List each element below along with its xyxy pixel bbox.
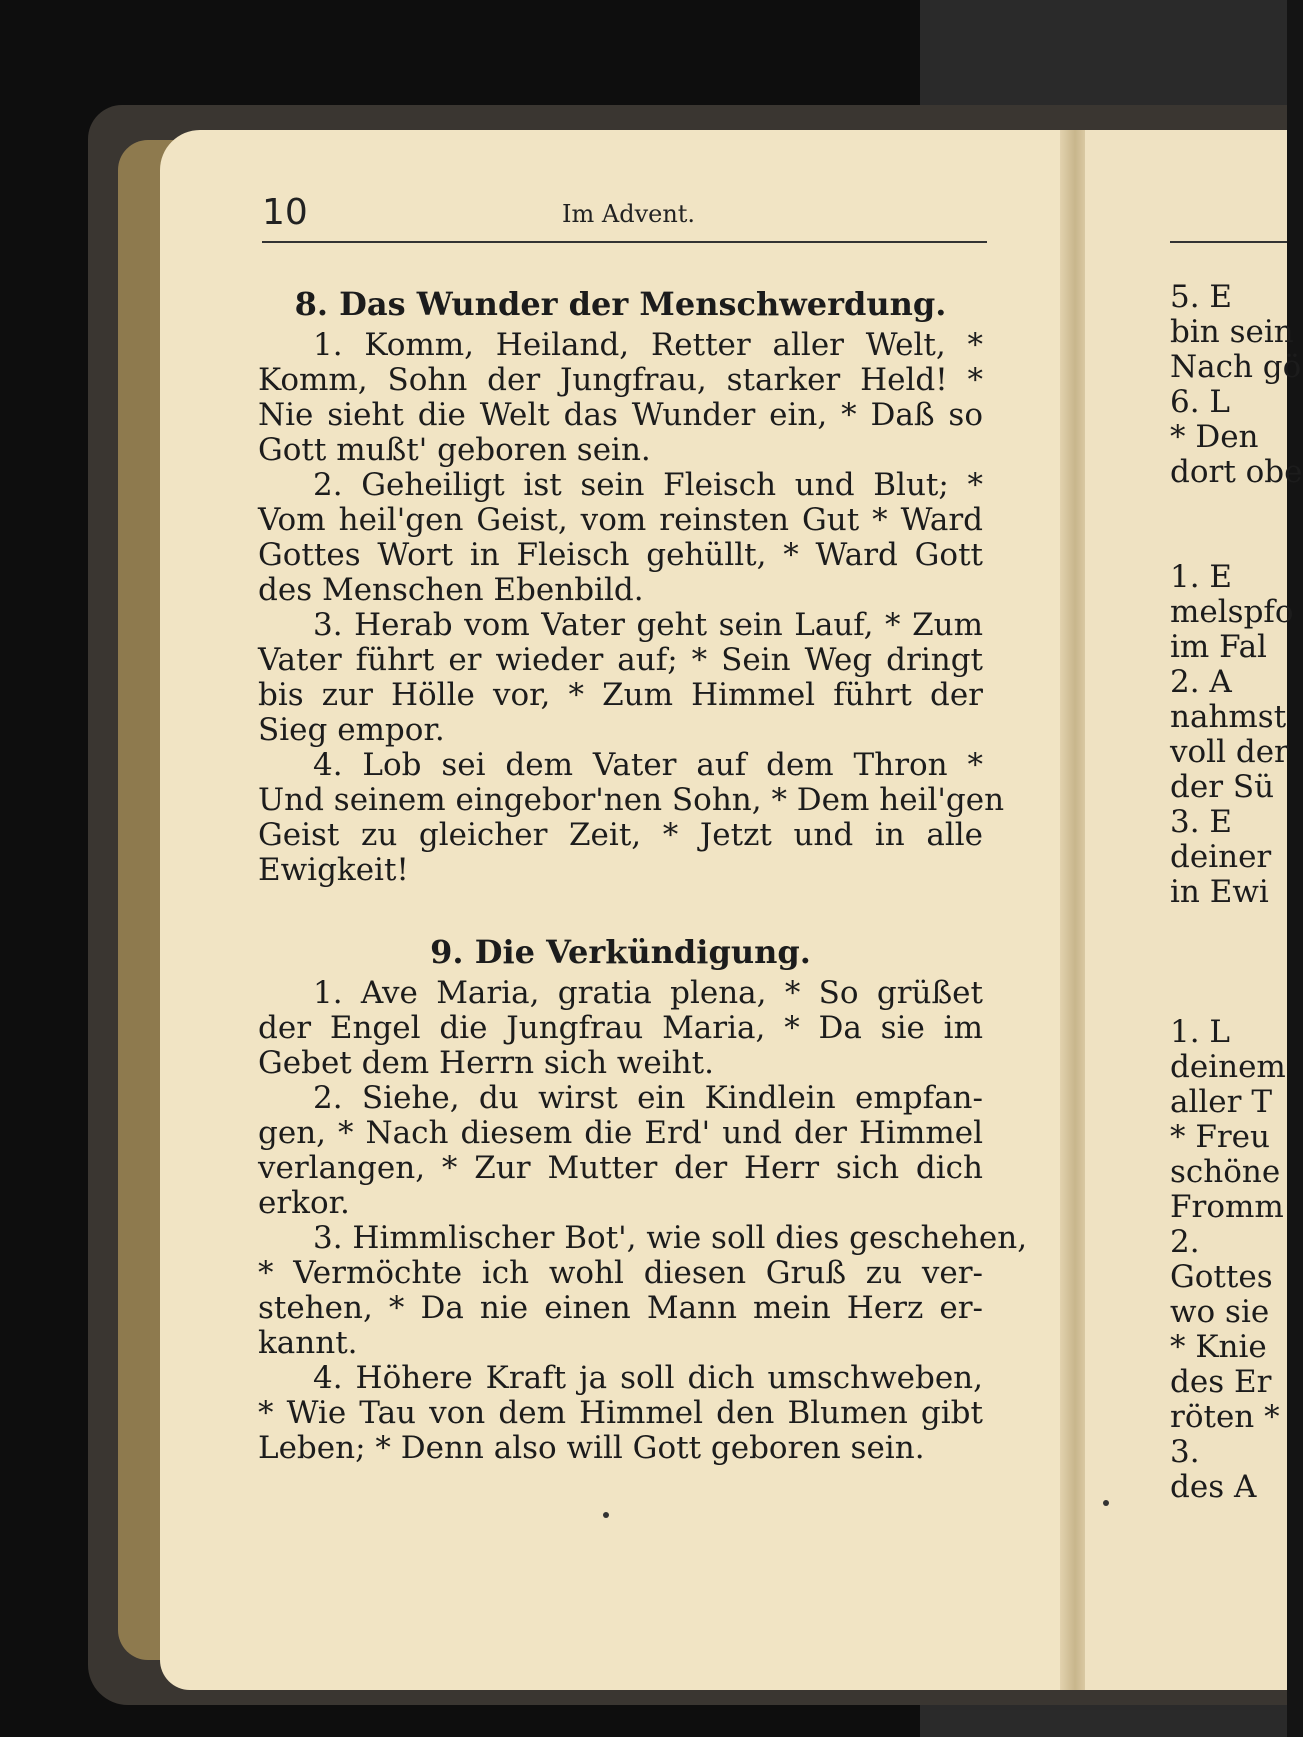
right-page-line: * Knie (1170, 1329, 1267, 1365)
right-page-line: 1. E (1170, 559, 1233, 595)
right-page-line (1170, 980, 1287, 1015)
verse-line: Sieg empor. (258, 712, 445, 748)
right-page-line: deiner (1170, 839, 1272, 875)
verse-line: stehen, * Da nie einen Mann mein Herz er- (258, 1290, 983, 1326)
right-page-line: in Ewi (1170, 874, 1269, 910)
right-page-line: voll der (1170, 734, 1289, 770)
right-page-line: bin sein (1170, 314, 1294, 350)
right-page-line (1170, 910, 1287, 945)
verse-line: 2. Siehe, du wirst ein Kindlein empfan- (313, 1080, 983, 1116)
right-page-line: 6. L (1170, 384, 1231, 420)
right-page-line: im Fal (1170, 629, 1267, 665)
verse-line: Vom heil'gen Geist, vom reinsten Gut * Ward (258, 502, 983, 538)
right-page-line: nahmst (1170, 699, 1287, 735)
verse-line: verlangen, * Zur Mutter der Herr sich dich (258, 1150, 983, 1186)
right-page-line: 3. E (1170, 804, 1233, 840)
right-page-line: aller T (1170, 1084, 1273, 1120)
verse-line: erkor. (258, 1185, 350, 1221)
right-page-line: 2. (1170, 1224, 1200, 1260)
verse-line: 4. Höhere Kraft ja soll dich umschweben, (313, 1360, 983, 1396)
right-page-line: 2. A (1170, 664, 1232, 700)
verse-line: gen, * Nach diesem die Erd' und der Himmel (258, 1115, 983, 1151)
verse-line: Ewigkeit! (258, 852, 409, 888)
verse-line: 2. Geheiligt ist sein Fleisch und Blut; * (313, 467, 983, 503)
verse-line: 1. Ave Maria, gratia plena, * So grüßet (313, 975, 983, 1011)
verse-line: Leben; * Denn also will Gott geboren sein. (258, 1430, 925, 1466)
right-page-line (1170, 525, 1287, 560)
verse-line: 4. Lob sei dem Vater auf dem Thron * (313, 747, 983, 783)
right-page-line: Nach gö (1170, 349, 1302, 385)
running-head: Im Advent. (562, 200, 696, 228)
song-title: 9. Die Verkündigung. (430, 933, 811, 971)
header-rule-right (1170, 241, 1287, 243)
left-page-text (258, 280, 1028, 1466)
page-number: 10 (262, 192, 308, 233)
right-page-line: des Er (1170, 1364, 1272, 1400)
verse-line: der Engel die Jungfrau Maria, * Da sie im (258, 1010, 983, 1046)
right-page-line: * Freu (1170, 1119, 1270, 1155)
verse-line: bis zur Hölle vor, * Zum Himmel führt der (258, 677, 983, 713)
page-header (262, 192, 987, 236)
right-page-line: Fromm (1170, 1189, 1284, 1225)
right-page-line: 1. L (1170, 1014, 1231, 1050)
verse-line: 3. Herab vom Vater geht sein Lauf, * Zum (313, 607, 983, 643)
right-page-line: schöne (1170, 1154, 1281, 1190)
verse-line: Und seinem eingebor'nen Sohn, * Dem heil'gen (258, 782, 1005, 818)
verse-line: des Menschen Ebenbild. (258, 572, 644, 608)
verse-line: Nie sieht die Welt das Wunder ein, * Daß so (258, 397, 983, 433)
right-page-line: röten * (1170, 1399, 1280, 1435)
right-page-line: * Den (1170, 419, 1259, 455)
right-page-line: melspfo (1170, 594, 1294, 630)
right-page-line: dort obe (1170, 454, 1303, 490)
right-page-line: der Sü (1170, 769, 1275, 805)
verse-line: * Vermöchte ich wohl diesen Gruß zu ver- (258, 1255, 983, 1291)
right-page-text (1170, 279, 1303, 1505)
right-page-line: wo sie (1170, 1294, 1270, 1330)
right-page-line: des A (1170, 1469, 1257, 1505)
verse-line: 1. Komm, Heiland, Retter aller Welt, * (313, 327, 983, 363)
right-page-line (1170, 490, 1287, 525)
print-dot (603, 1512, 609, 1518)
verse-line: Gottes Wort in Fleisch gehüllt, * Ward Gott (258, 537, 983, 573)
verse-line: Gebet dem Herrn sich weiht. (258, 1045, 714, 1081)
right-page-line: deinem (1170, 1049, 1286, 1085)
print-dot (1103, 1500, 1109, 1506)
verse-line: Geist zu gleicher Zeit, * Jetzt und in alle (258, 817, 983, 853)
verse-line: * Wie Tau von dem Himmel den Blumen gibt (258, 1395, 983, 1431)
right-page-line (1170, 945, 1287, 980)
verse-line: kannt. (258, 1325, 358, 1361)
verse-line: 3. Himmlischer Bot', wie soll dies geschehen, (313, 1220, 1028, 1256)
section-gap (258, 888, 983, 928)
song-title: 8. Das Wunder der Menschwerdung. (294, 285, 947, 323)
right-page-line: Gottes (1170, 1259, 1273, 1295)
header-rule (262, 241, 987, 243)
verse-line: Komm, Sohn der Jungfrau, starker Held! * (258, 362, 983, 398)
verse-line: Gott mußt' geboren sein. (258, 432, 651, 468)
verse-line: Vater führt er wieder auf; * Sein Weg dringt (258, 642, 983, 678)
right-page-line: 5. E (1170, 279, 1233, 315)
right-page-line: 3. (1170, 1434, 1200, 1470)
